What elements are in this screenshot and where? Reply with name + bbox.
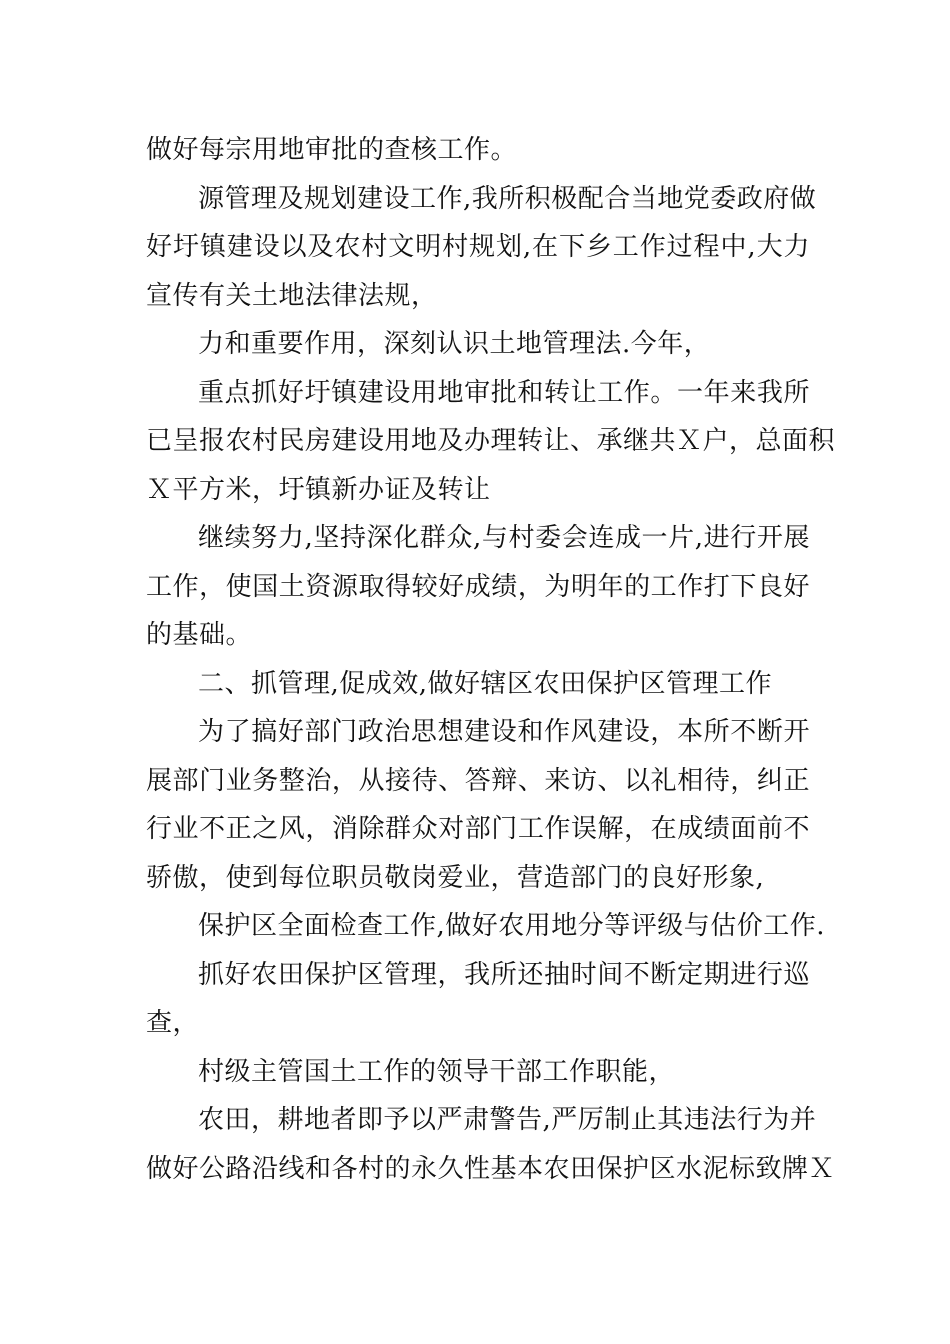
- text-line: 保护区全面检查工作,做好农用地分等评级与估价工作.: [198, 911, 826, 941]
- text-line: 展部门业务整治，从接待、答辩、来访、以礼相待，纠正: [146, 765, 810, 796]
- text-line: 重点抓好圩镇建设用地审批和转让工作。一年来我所: [198, 377, 810, 408]
- text-line: 为了搞好部门政治思想建设和作风建设，本所不断开: [198, 717, 810, 747]
- text-line: 力和重要作用，深刻认识土地管理法.今年，: [198, 329, 711, 359]
- text-line: 行业不正之风，消除群众对部门工作误解，在成绩面前不: [146, 814, 810, 844]
- text-line: 农田，耕地者即予以严肃警告,严厉制止其违法行为并: [198, 1105, 817, 1135]
- text-line: 的基础。: [146, 620, 253, 650]
- section-heading: 二、抓管理,促成效,做好辖区农田保护区管理工作: [198, 668, 773, 699]
- text-line: 源管理及规划建设工作,我所积极配合当地党委政府做: [198, 183, 817, 214]
- text-line: 做好每宗用地审批的查核工作。: [146, 135, 518, 165]
- text-line: 抓好农田保护区管理，我所还抽时间不断定期进行巡: [198, 959, 810, 990]
- text-line: 村级主管国土工作的领导干部工作职能，: [198, 1056, 676, 1087]
- text-line: 好圩镇建设以及农村文明村规划,在下乡工作过程中,大力: [146, 232, 810, 262]
- document-body: [146, 126, 836, 1193]
- text-line: 继续努力,坚持深化群众,与村委会连成一片,进行开展: [198, 523, 810, 553]
- text-line: 已呈报农村民房建设用地及办理转让、承继共Ｘ户，总面积: [146, 426, 836, 456]
- text-line: 工作，使国土资源取得较好成绩，为明年的工作打下良好: [146, 571, 810, 602]
- text-line: Ｘ平方米，圩镇新办证及转让: [146, 474, 491, 505]
- text-line: 宣传有关土地法律法规，: [146, 280, 438, 311]
- text-line: 查，: [146, 1008, 200, 1038]
- text-line: 做好公路沿线和各村的永久性基本农田保护区水泥标致牌Ｘ: [146, 1153, 836, 1184]
- text-line: 骄傲，使到每位职员敬岗爱业，营造部门的良好形象,: [146, 862, 765, 893]
